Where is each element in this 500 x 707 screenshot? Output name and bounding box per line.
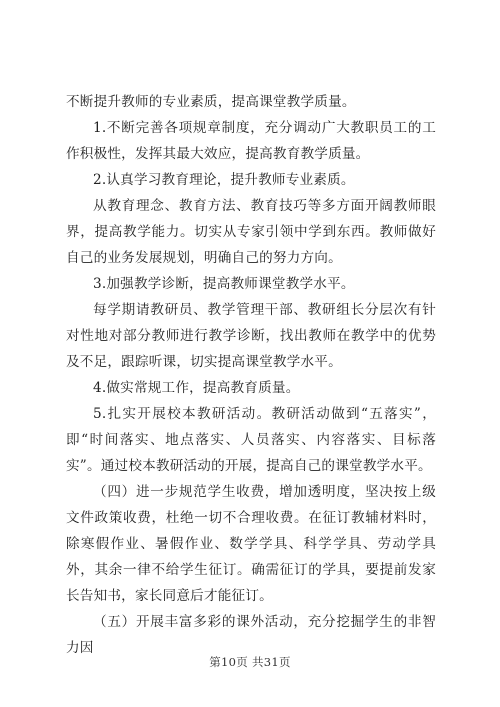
document-body [66,89,436,661]
paragraph-1: 不断提升教师的专业素质，提高课堂教学质量。 [66,94,356,110]
paragraph-4: 从教育理念、教育方法、教育技巧等多方面开阔教师眼界，提高教学能力。切实从专家引领中学到东西。教师做好自己的业务发展规划，明确自己的努力方向。 [66,198,436,266]
paragraph-9: （四）进一步规范学生收费，增加透明度，坚决按上级文件政策收费，杜绝一切不合理收费。在征订教辅材料时，除寒假作业、暑假作业、数学学具、科学学具、劳动学具外，其余一律不给学生征订。确需征订的学具，要提前发家长告知书，家长同意后才能征订。 [66,484,436,604]
paragraph-10: （五）开展丰富多彩的课外活动，充分挖掘学生的非智力因 [66,614,436,656]
page-footer: 第10页 共31页 [209,655,291,669]
paragraph-6: 每学期请教研员、教学管理干部、教研组长分层次有针对性地对部分教师进行教学诊断，找出教师在教学中的优势及不足，跟踪听课，切实提高课堂教学水平。 [66,302,436,370]
paragraph-2: 1.不断完善各项规章制度，充分调动广大教职员工的工作积极性，发挥其最大效应，提高教育教学质量。 [66,120,436,162]
paragraph-5: 3.加强教学诊断，提高教师课堂教学水平。 [93,276,355,292]
paragraph-7: 4.做实常规工作，提高教育质量。 [93,380,300,396]
paragraph-8: 5.扎实开展校本教研活动。教研活动做到“五落实”，即“时间落实、地点落实、人员落实、内容落实、目标落实”。通过校本教研活动的开展，提高自己的课堂教学水平。 [66,406,436,474]
paragraph-3: 2.认真学习教育理论，提升教师专业素质。 [93,172,355,188]
